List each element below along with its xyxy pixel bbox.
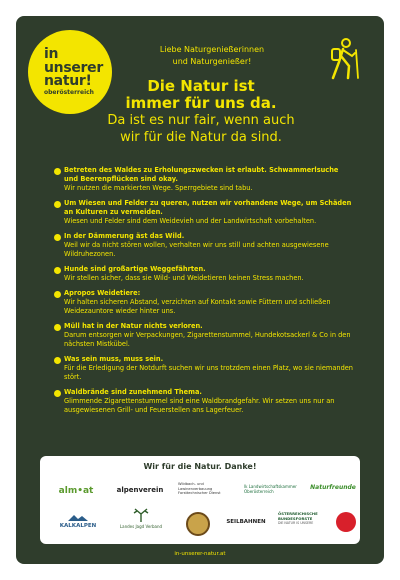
rule-text: Weil wir da nicht stören wollen, verhalten wir uns still und achten ausgewiesene Wildruhezonen. xyxy=(64,241,329,258)
bullet-dot-icon xyxy=(54,357,61,364)
bullet-dot-icon xyxy=(54,234,61,241)
bullet-dot-icon xyxy=(54,267,61,274)
bundesforste-subline: DIE NATUR IS UNSERE xyxy=(278,521,314,526)
headline-sub-2: wir für die Natur da sind. xyxy=(120,130,282,145)
seilbahnen-label: SEILBAHNEN xyxy=(226,519,266,525)
headline-sub-1: Da ist es nur fair, wenn auch xyxy=(107,113,295,128)
bullet-dot-icon xyxy=(54,168,61,175)
rule-title: Apropos Weidetiere: xyxy=(64,289,141,297)
bundesforste-label: ÖSTERREICHISCHE BUNDESFORSTE xyxy=(278,511,318,521)
greeting-line-2: und Naturgenießer! xyxy=(172,57,252,66)
greeting xyxy=(112,44,312,68)
bundesforste-logo xyxy=(278,512,338,526)
rule-text: Darum entsorgen wir Verpackungen, Zigarettenstummel, Hundekotsackerl & Co in den nächsten Mistkübel. xyxy=(64,331,351,348)
rule-title: Betreten des Waldes zu Erholungszwecken ist erlaubt. Schwammerlsuche und Beerenpflücken sind okay. xyxy=(64,166,339,183)
naturfreunde-label: Naturfreunde xyxy=(310,484,356,491)
headline-main-1: Die Natur ist xyxy=(147,77,255,95)
partners-title: Wir für die Natur. Danke! xyxy=(143,462,257,471)
rule-item xyxy=(54,199,354,226)
rule-text: Für die Erledigung der Notdurft suchen wir uns trotzdem einen Platz, wo sie niemanden stört. xyxy=(64,364,353,381)
alpenverein-label: alpenverein xyxy=(116,486,164,494)
poster xyxy=(16,16,384,564)
rule-title: Hunde sind großartige Weggefährten. xyxy=(64,265,206,273)
alm-at-label: alm•at xyxy=(58,486,94,496)
rule-item xyxy=(54,289,354,316)
rule-title: Was sein muss, muss sein. xyxy=(64,355,164,363)
rule-title: Um Wiesen und Felder zu queren, nutzen wir vorhandene Wege, um Schäden an Kulturen zu vermeiden. xyxy=(64,199,352,216)
logo-line-2: unserer xyxy=(44,59,103,76)
hiker-icon xyxy=(324,38,362,80)
footer-url[interactable]: in-unserer-natur.at xyxy=(174,551,226,557)
bullet-dot-icon xyxy=(54,291,61,298)
landwirtschaftskammer-label: lk Landwirtschaftskammer Oberösterreich xyxy=(244,484,297,494)
headline xyxy=(76,78,326,146)
rule-item xyxy=(54,388,354,415)
alm-at-logo xyxy=(48,486,104,496)
jagdverband-logo xyxy=(114,508,168,529)
rule-text: Wiesen und Felder sind dem Weidevieh und der Landwirtschaft vorbehalten. xyxy=(64,217,317,225)
rule-title: Müll hat in der Natur nichts verloren. xyxy=(64,322,203,330)
logo-line-4: oberösterreich xyxy=(44,89,94,97)
antler-icon xyxy=(130,508,152,522)
rule-text: Wir nutzen die markierten Wege. Sperrgebiete sind tabu. xyxy=(64,184,253,192)
rule-text: Wir stellen sicher, dass sie Wild- und Weidetieren keinen Stress machen. xyxy=(64,274,304,282)
rule-item xyxy=(54,232,354,259)
rule-title: In der Dämmerung äst das Wild. xyxy=(64,232,185,240)
rule-item xyxy=(54,166,354,193)
red-circle-logo xyxy=(336,512,356,532)
rule-text: Glimmende Zigarettenstummel sind eine Waldbrandgefahr. Wir setzen uns nur an ausgewiesenen Grill- und Feuerstellen ans Lagerfeuer. xyxy=(64,397,335,414)
partners-box xyxy=(40,456,360,544)
bullet-dot-icon xyxy=(54,324,61,331)
rule-item xyxy=(54,355,354,382)
naturfreunde-logo xyxy=(310,484,356,491)
kalkalpen-label: KALKALPEN xyxy=(59,523,97,529)
rule-item xyxy=(54,265,354,283)
landwirtschaftskammer-logo xyxy=(244,484,306,494)
wildbach-logo xyxy=(178,482,236,496)
kalkalpen-logo xyxy=(48,514,108,529)
headline-main-2: immer für uns da. xyxy=(125,94,277,112)
alpenverein-logo xyxy=(110,486,170,494)
rule-item xyxy=(54,322,354,349)
jagdverband-label: Landes Jagd Verband xyxy=(119,524,163,529)
bullet-dot-icon xyxy=(54,390,61,397)
wildbach-label: Wildbach- und Lawinenverbauung Forsttechnischer Dienst xyxy=(178,482,221,495)
greeting-line-1: Liebe Naturgenießerinnen xyxy=(159,45,265,54)
rule-text: Wir halten sicheren Abstand, verzichten auf Kontakt sowie Füttern und schließen Weidezauntore wieder hinter uns. xyxy=(64,298,331,315)
mountain-icon xyxy=(68,514,88,521)
bullet-dot-icon xyxy=(54,201,61,208)
logo-line-1: in xyxy=(44,46,59,63)
round-seal-logo xyxy=(186,512,210,536)
rule-title: Waldbrände sind zunehmend Thema. xyxy=(64,388,202,396)
seilbahnen-logo xyxy=(218,518,274,525)
logo-line-3: natur! xyxy=(44,72,92,89)
rules-list xyxy=(54,166,354,421)
